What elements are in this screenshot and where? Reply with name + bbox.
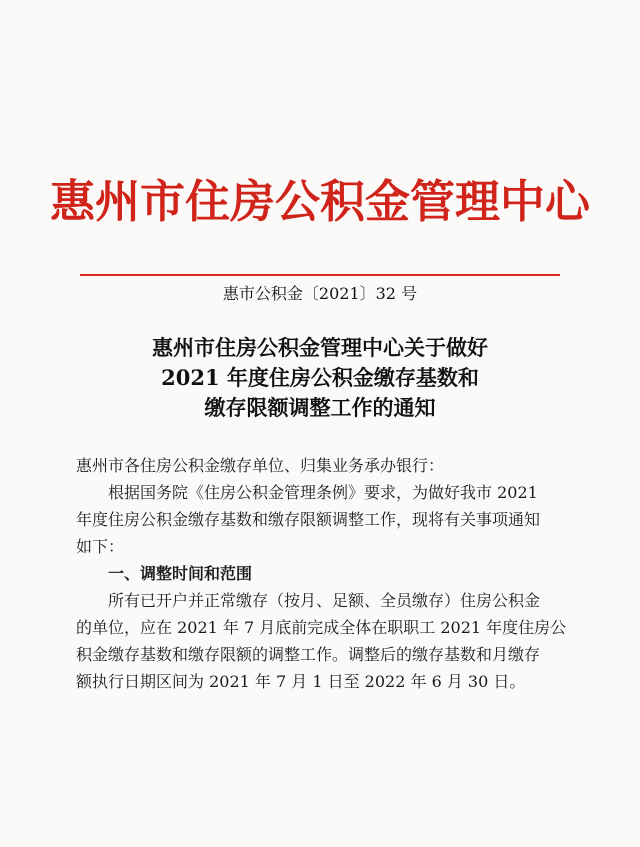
section-line: 额执行日期区间为 2021 年 7 月 1 日至 2022 年 6 月 30 日。 — [76, 672, 526, 691]
intro-line: 根据国务院《住房公积金管理条例》要求，为做好我市 2021 — [108, 483, 538, 502]
addressee: 惠州市各住房公积金缴存单位、归集业务承办银行： — [76, 456, 445, 475]
section-line: 积金缴存基数和缴存限额的调整工作。调整后的缴存基数和月缴存 — [76, 645, 541, 664]
intro-line: 年度住房公积金缴存基数和缴存限额调整工作，现将有关事项通知 — [76, 510, 541, 529]
document-number: 惠市公积金〔2021〕32 号 — [222, 284, 418, 303]
section-heading: 一、调整时间和范围 — [108, 564, 253, 583]
document-body — [76, 452, 576, 695]
title-line: 惠州市住房公积金管理中心关于做好 — [152, 335, 488, 360]
title-line: 2021 年度住房公积金缴存基数和 — [161, 365, 479, 390]
section-line: 所有已开户并正常缴存（按月、足额、全员缴存）住房公积金 — [108, 591, 541, 610]
red-divider-rule — [80, 274, 560, 276]
document-title — [0, 333, 640, 423]
section-line: 的单位，应在 2021 年 7 月底前完成全体在职职工 2021 年度住房公 — [76, 618, 567, 637]
agency-letterhead: 惠州市住房公积金管理中心 — [49, 175, 590, 228]
intro-line: 如下： — [76, 537, 125, 556]
title-line: 缴存限额调整工作的通知 — [204, 395, 436, 420]
